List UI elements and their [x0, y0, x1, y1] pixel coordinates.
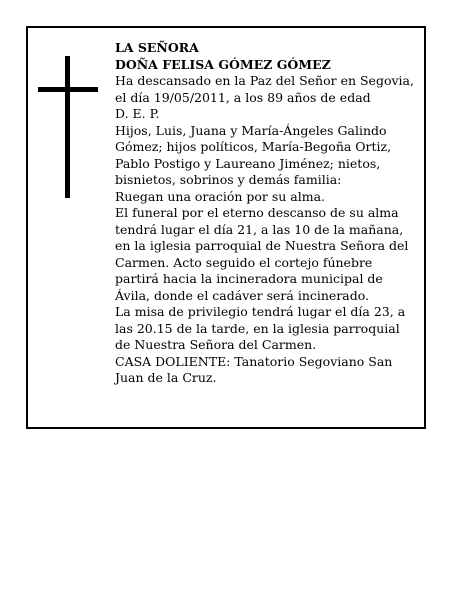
cross-icon: [38, 56, 98, 198]
notice-paragraph-funeral: El funeral por el eterno descanso de su alma tendrá lugar el día 21, a las 10 de la mañana, en la iglesia parroquial de Nuestra Señora del Carmen. Acto seguido el cortejo fúnebre partirá hacia la incineradora municipal de Ávila, donde el cadáver será incinerado.: [115, 205, 409, 303]
notice-heading-name: DOÑA FELISA GÓMEZ GÓMEZ: [115, 56, 331, 72]
notice-paragraph-family: Hijos, Luis, Juana y María-Ángeles Galindo Gómez; hijos políticos, María-Begoña Ortiz, Pablo Postigo y Laureano Jiménez; nietos, bisnietos, sobrinos y demás familia:: [115, 122, 392, 187]
obituary-notice: [26, 26, 426, 429]
notice-paragraph-rip: D. E. P.: [115, 106, 160, 121]
notice-paragraph-prayer: Ruegan una oración por su alma.: [115, 188, 326, 204]
notice-heading-title: LA SEÑORA: [115, 40, 199, 55]
notice-paragraph-mass: La misa de privilegio tendrá lugar el día 23, a las 20.15 de la tarde, en la iglesia parroquial de Nuestra Señora del Carmen.: [115, 304, 406, 352]
notice-body: [115, 40, 417, 387]
notice-paragraph-death: Ha descansado en la Paz del Señor en Segovia, el día 19/05/2011, a los 89 años de edad: [115, 73, 414, 105]
cross-horizontal-bar: [38, 87, 98, 92]
notice-paragraph-funeral-home: CASA DOLIENTE: Tanatorio Segoviano San Juan de la Cruz.: [115, 353, 393, 385]
cross-vertical-bar: [65, 56, 70, 198]
